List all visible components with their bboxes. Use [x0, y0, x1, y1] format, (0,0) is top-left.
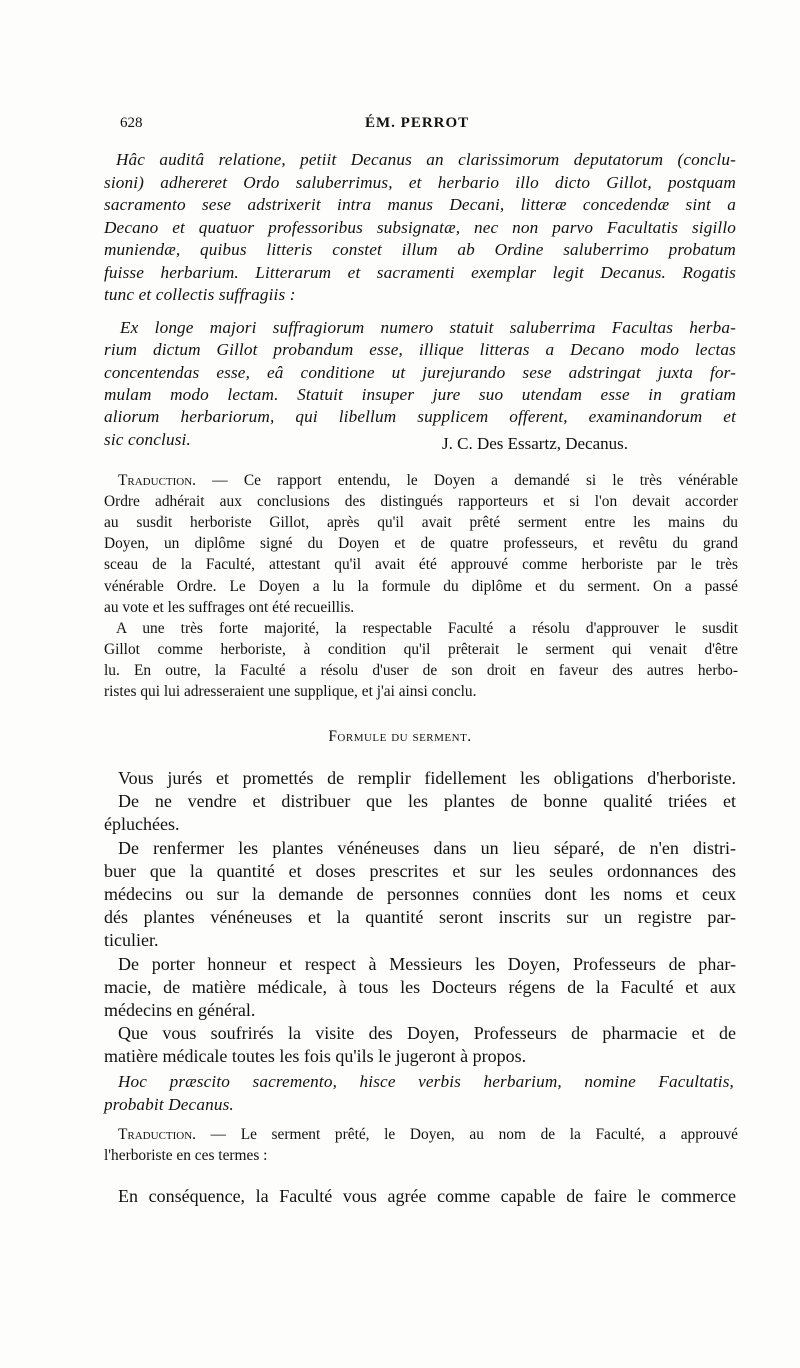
text-line: au vote et les suffrages ont été recueillis.	[104, 598, 355, 616]
text-line: mulam modo lectam. Statuit insuper jure suo utendam esse in gratiam	[104, 384, 736, 404]
text-line: sceau de la Faculté, attestant qu'il avait été approuvé comme herboriste par le très	[104, 556, 738, 574]
signature: J. C. Des Essartz, Decanus.	[442, 434, 629, 453]
text-line: rium dictum Gillot probandum esse, illique litteras a Decano modo lectas	[104, 340, 736, 360]
text-line: De renfermer les plantes vénéneuses dans un lieu séparé, de n'en distri-	[118, 837, 736, 858]
text-line: macie, de matière médicale, à tous les Docteurs régens de la Faculté et aux	[104, 976, 736, 997]
text-line: De ne vendre et distribuer que les plantes de bonne qualité triées et	[118, 791, 736, 812]
text-line: muniendæ, quibus litteris constet illum ab Ordine saluberrimo probatum	[104, 240, 736, 259]
text-line: vénérable Ordre. Le Doyen a lu la formule du diplôme et du serment. On a passé	[104, 577, 738, 595]
text-line: matière médicale toutes les fois qu'ils le jugeront à propos.	[104, 1046, 527, 1067]
final-line: En conséquence, la Faculté vous agrée comme capable de faire le commerce	[118, 1186, 736, 1206]
text-line: Vous jurés et promettés de remplir fidellement les obligations d'herboriste.	[118, 768, 736, 788]
text-line: concentendas esse, eâ conditione ut jurejurando sese adstringat juxta for-	[104, 362, 736, 382]
text-line: ristes qui lui adresseraient une supplique, et j'ai ainsi conclu.	[104, 683, 477, 700]
text-line: tunc et collectis suffragiis :	[104, 285, 296, 304]
text-line: Traduction. — Ce rapport entendu, le Doyen a demandé si le très vénérable	[118, 472, 738, 489]
text-line: lu. En outre, la Faculté a résolu d'user de son droit en faveur des autres herbo-	[104, 661, 738, 679]
text-line: Hâc auditâ relatione, petiit Decanus an clarissimorum deputatorum (conclu-	[116, 150, 736, 169]
text-line: buer que la quantité et doses prescrites et sur les seules ordonnances des	[104, 860, 736, 881]
text-line: l'herboriste en ces termes :	[104, 1146, 268, 1164]
text-line: Gillot comme herboriste, à condition qu'il prêterait le serment qui venait d'être	[104, 640, 738, 658]
text-line: Ordre adhérait aux conclusions des distingués rapporteurs et si l'on devait accorder	[104, 493, 738, 511]
page-number: 628	[120, 115, 143, 131]
text-line: sacramento sese adstrixerit intra manus Decani, litteræ concedendæ sint a	[104, 195, 736, 214]
running-header: ÉM. PERROT	[365, 115, 470, 131]
text-line: Doyen, un diplôme signé du Doyen et de quatre professeurs, et revêtu du grand	[104, 535, 738, 553]
text-line: Que vous soufrirés la visite des Doyen, Professeurs de pharmacie et de	[118, 1023, 736, 1044]
text-line: probabit Decanus.	[104, 1094, 234, 1114]
text-line: médecins en général.	[104, 1000, 256, 1020]
text-line: A une très forte majorité, la respectable Faculté a résolu d'approuver le susdit	[116, 619, 738, 637]
text-line: Hoc præscito sacremento, hisce verbis herbarium, nomine Facultatis,	[118, 1072, 734, 1091]
section-title: Formule du serment.	[328, 728, 472, 745]
text-line: Ex longe majori suffragiorum numero statuit saluberrima Facultas herba-	[120, 318, 736, 337]
text-line: aliorum herbariorum, qui libellum supplicem offerent, examinandorum et	[104, 407, 736, 427]
text-line: Traduction. — Le serment prêté, le Doyen, au nom de la Faculté, a approuvé	[118, 1126, 738, 1143]
text-line: Decano et quatuor professoribus subsignatæ, nec non parvo Facultatis sigillo	[104, 217, 736, 237]
text-line: sioni) adhereret Ordo saluberrimus, et herbario illo dicto Gillot, postquam	[104, 172, 736, 192]
text-line: ticulier.	[104, 930, 159, 951]
text-line: dés plantes vénéneuses et la quantité seront inscrits sur un registre par-	[104, 907, 736, 928]
text-line: au susdit herboriste Gillot, après qu'il avait prêté serment entre les mains du	[104, 514, 738, 532]
text-line: fuisse herbarium. Litterarum et sacramenti exemplar legit Decanus. Rogatis	[104, 262, 736, 282]
text-line: sic conclusi.	[104, 429, 191, 449]
text-line: épluchées.	[104, 814, 180, 835]
text-line: médecins ou sur la demande de personnes connües dont les noms et ceux	[104, 884, 736, 904]
text-line: De porter honneur et respect à Messieurs les Doyen, Professeurs de phar-	[118, 953, 736, 974]
